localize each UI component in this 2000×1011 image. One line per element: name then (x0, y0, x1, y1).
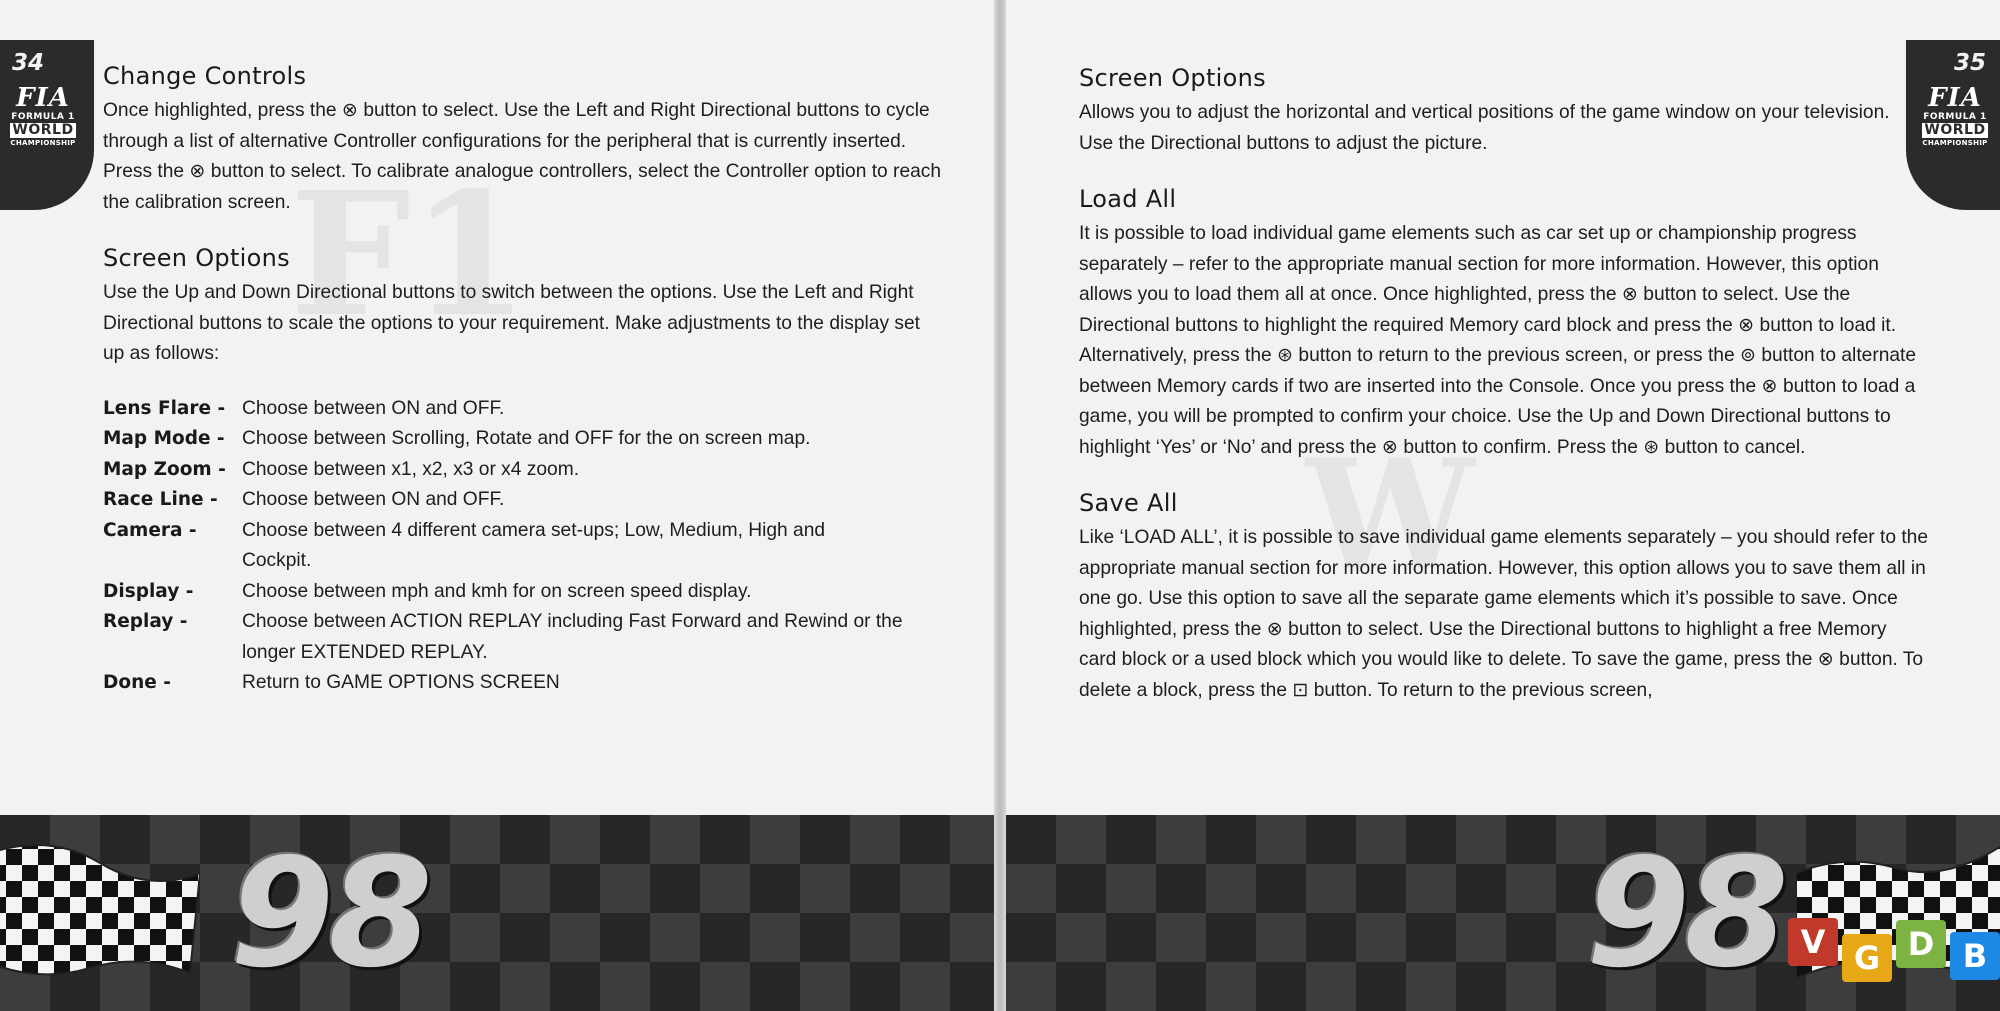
checker-cell (1506, 815, 1556, 864)
checker-cell (500, 913, 550, 962)
checker-cell (450, 864, 500, 913)
checker-cell (1456, 913, 1506, 962)
checker-cell (1356, 864, 1406, 913)
checker-cell (750, 864, 800, 913)
checker-cell (1006, 815, 1056, 864)
footer-98-logo: 98 (1586, 827, 1783, 1001)
vgdb-d: D (1896, 920, 1946, 968)
checker-cell (1306, 913, 1356, 962)
checker-cell (650, 913, 700, 962)
checker-cell (950, 864, 994, 913)
checker-cell (600, 913, 650, 962)
section-save-all (1079, 489, 1929, 706)
checkered-flag-icon (0, 833, 200, 983)
section-heading: Save All (1079, 489, 1178, 517)
checker-cell (550, 815, 600, 864)
checker-cell (750, 815, 800, 864)
checker-cell (450, 962, 500, 1011)
checker-cell (900, 962, 950, 1011)
checker-cell (900, 864, 950, 913)
vgdb-v: V (1788, 918, 1838, 966)
checker-cell (1056, 913, 1106, 962)
checker-cell (1056, 962, 1106, 1011)
checker-cell (1106, 815, 1156, 864)
section-body: Allows you to adjust the horizontal and vertical positions of the game window on your television. Use the Directional buttons to adjust the picture. (1079, 102, 1890, 154)
background-watermark: F1 (290, 155, 529, 355)
right-page (1006, 0, 2000, 1011)
checker-cell (1106, 913, 1156, 962)
checker-cell (1406, 913, 1456, 962)
checker-cell (1006, 913, 1056, 962)
checker-cell (1256, 864, 1306, 913)
option-row: Display - Choose between mph and kmh for on screen speed display. (103, 580, 752, 602)
checker-cell (1256, 815, 1306, 864)
checker-cell (1156, 962, 1206, 1011)
options-list (103, 394, 943, 699)
checker-cell (800, 864, 850, 913)
checker-cell (550, 913, 600, 962)
checker-cell (850, 913, 900, 962)
section-body: Once highlighted, press the ⊗ button to select. Use the Left and Right Directional buttons to cycle through a list of alternative Controller configurations for the peripheral that is currently inserted. Press the ⊗ button to select. To calibrate analogue controllers, select the Controller option to reach the calibration screen. (103, 100, 942, 213)
checker-cell (1306, 962, 1356, 1011)
checker-cell (1506, 913, 1556, 962)
checker-cell (500, 962, 550, 1011)
checker-cell (1206, 864, 1256, 913)
checker-cell (1056, 815, 1106, 864)
checker-cell (600, 962, 650, 1011)
section-screen-options (1079, 64, 1929, 159)
checker-cell (1406, 864, 1456, 913)
page-number: 35 (1953, 50, 1986, 76)
option-row: Map Mode - Choose between Scrolling, Rotate and OFF for the on screen map. (103, 428, 811, 449)
section-heading: Screen Options (1079, 64, 1266, 92)
checker-cell (1006, 864, 1056, 913)
checker-cell (1006, 962, 1056, 1011)
checker-cell (600, 864, 650, 913)
checker-cell (650, 864, 700, 913)
checker-cell (700, 815, 750, 864)
checker-cell (950, 962, 994, 1011)
fia-badge: FIA FORMULA 1 WORLD CHAMPIONSHIP (1922, 83, 1988, 147)
page-gutter (994, 0, 1006, 1011)
checker-cell (650, 815, 700, 864)
checker-cell (1356, 913, 1406, 962)
left-page (0, 0, 994, 1011)
left-content (103, 62, 943, 725)
checker-cell (900, 913, 950, 962)
checker-cell (850, 864, 900, 913)
background-watermark: W (1306, 427, 1475, 603)
checker-cell (950, 815, 994, 864)
footer-band (0, 815, 994, 1011)
option-row: Map Zoom - Choose between x1, x2, x3 or x4 zoom. (103, 458, 580, 480)
checker-cell (550, 962, 600, 1011)
vgdb-g: G (1842, 934, 1892, 982)
option-row: Replay - Choose between ACTION REPLAY including Fast Forward and Rewind or the longer EXTENDED REPLAY. (103, 611, 903, 663)
checker-cell (650, 962, 700, 1011)
checker-cell (1456, 962, 1506, 1011)
checker-cell (600, 815, 650, 864)
checker-cell (1306, 815, 1356, 864)
right-content (1079, 64, 1929, 732)
checker-cell (450, 913, 500, 962)
footer-98-logo: 98 (230, 827, 427, 1001)
checker-cell (1356, 962, 1406, 1011)
checker-cell (950, 913, 994, 962)
checker-cell (1506, 962, 1556, 1011)
checker-cell (1106, 962, 1156, 1011)
checker-cell (1256, 962, 1306, 1011)
checker-cell (1406, 962, 1456, 1011)
option-row: Camera - Choose between 4 different camera set-ups; Low, Medium, High and Cockpit. (103, 519, 826, 571)
checker-cell (800, 815, 850, 864)
section-load-all (1079, 185, 1929, 463)
checker-cell (550, 864, 600, 913)
checker-cell (850, 962, 900, 1011)
checker-cell (500, 864, 550, 913)
checker-cell (1206, 962, 1256, 1011)
checker-cell (800, 962, 850, 1011)
checker-cell (1506, 864, 1556, 913)
section-body: Use the Up and Down Directional buttons to switch between the options. Use the Left and Right Directional buttons to scale the options to your requirement. Make adjustments to the display set up as follows: (103, 282, 920, 364)
page-tab (0, 40, 94, 210)
checker-cell (700, 913, 750, 962)
checker-cell (1406, 815, 1456, 864)
vgdb-watermark (1788, 923, 2000, 982)
checker-cell (1306, 864, 1356, 913)
checker-cell (800, 913, 850, 962)
checker-cell (1156, 815, 1206, 864)
checker-cell (1456, 815, 1506, 864)
checker-cell (1256, 913, 1306, 962)
section-screen-options (103, 244, 943, 699)
checker-cell (750, 913, 800, 962)
checker-cell (850, 815, 900, 864)
checker-cell (900, 815, 950, 864)
option-row: Lens Flare - Choose between ON and OFF. (103, 397, 505, 419)
checker-cell (450, 815, 500, 864)
checker-cell (1206, 815, 1256, 864)
checker-cell (1356, 815, 1406, 864)
checker-cell (1456, 864, 1506, 913)
checker-cell (1056, 864, 1106, 913)
section-change-controls (103, 62, 943, 218)
checker-cell (1156, 913, 1206, 962)
vgdb-b: B (1950, 932, 2000, 980)
section-heading: Load All (1079, 185, 1177, 213)
checker-cell (750, 962, 800, 1011)
checker-cell (700, 864, 750, 913)
checker-cell (1206, 913, 1256, 962)
section-body: It is possible to load individual game elements such as car set up or championship progress separately – refer to the appropriate manual section for more information. However, this option allows you to load them all at once. Once highlighted, press the ⊗ button to select. Use the Directional buttons to highlight the required Memory card block and press the ⊗ button to load it. Alternatively, press the ⊛ button to return to the previous screen, or press the ⊚ button to alternate between Memory cards if two are inserted into the Console. Once you press the ⊗ button to load a game, you will be prompted to confirm your choice. Use the Up and Down Directional buttons to highlight ‘Yes’ or ‘No’ and press the ⊗ button to confirm. Press the ⊛ button to cancel. (1079, 223, 1917, 458)
section-heading: Change Controls (103, 62, 307, 90)
option-row: Race Line - Choose between ON and OFF. (103, 489, 505, 510)
fia-badge: FIA FORMULA 1 WORLD CHAMPIONSHIP (10, 83, 76, 147)
checker-cell (1106, 864, 1156, 913)
checker-cell (1156, 864, 1206, 913)
checker-cell (500, 815, 550, 864)
option-row: Done - Return to GAME OPTIONS SCREEN (103, 672, 560, 693)
section-body: Like ‘LOAD ALL’, it is possible to save individual game elements separately – you should refer to the appropriate manual section for more information. However, this option allows you to save them all in one go. Use this option to save all the separate game elements which it’s possible to save. Once highlighted, press the ⊗ button to select. Use the Directional buttons to highlight a free Memory card block or a used block which you would like to delete. To save the game, press the ⊗ button. To delete a block, press the ⊡ button. To return to the previous screen, (1079, 527, 1928, 701)
checker-cell (700, 962, 750, 1011)
section-heading: Screen Options (103, 244, 290, 272)
page-number: 34 (12, 50, 45, 76)
